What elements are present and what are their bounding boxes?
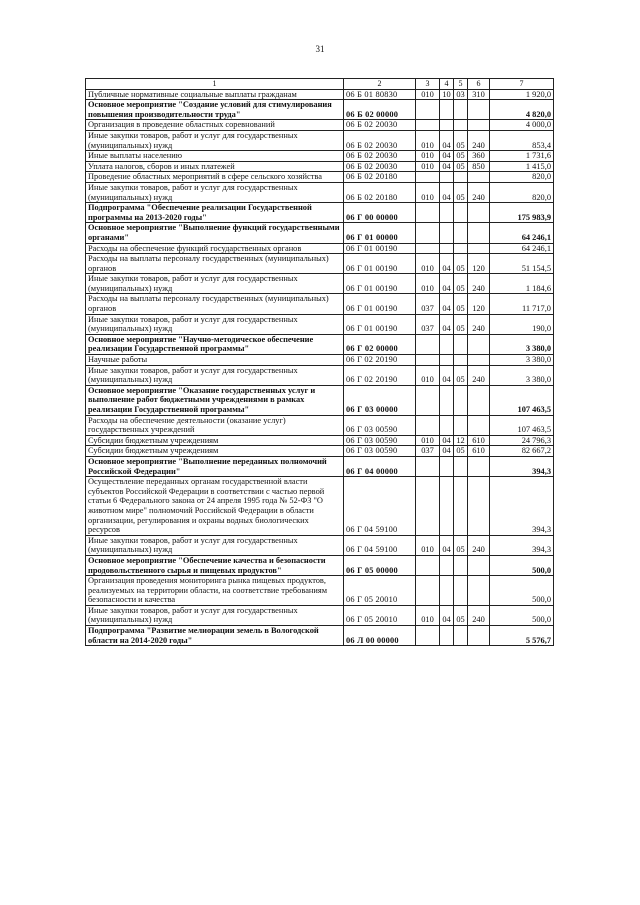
header-cell: 7	[490, 79, 554, 90]
table-row	[86, 456, 554, 476]
row-amount: 1 415,0	[490, 161, 554, 172]
row-subsection	[454, 385, 468, 415]
row-expense-type: 240	[468, 605, 490, 625]
table-row	[86, 161, 554, 172]
table-row	[86, 151, 554, 162]
row-subsection: 12	[454, 435, 468, 446]
table-row	[86, 274, 554, 294]
row-admin-code: 010	[416, 161, 440, 172]
row-expense-type: 120	[468, 294, 490, 314]
row-section: 04	[440, 161, 454, 172]
row-section: 04	[440, 535, 454, 555]
row-amount: 190,0	[490, 314, 554, 334]
row-name: Основное мероприятие "Научно-методическое обеспечение реализации Государственной программы"	[86, 334, 344, 354]
table-row	[86, 294, 554, 314]
table-row	[86, 314, 554, 334]
row-expense-type	[468, 334, 490, 354]
row-subsection: 05	[454, 605, 468, 625]
row-name: Иные закупки товаров, работ и услуг для государственных (муниципальных) нужд	[86, 605, 344, 625]
row-name: Иные закупки товаров, работ и услуг для государственных (муниципальных) нужд	[86, 535, 344, 555]
row-expense-type	[468, 203, 490, 223]
row-expense-type: 610	[468, 446, 490, 457]
row-name: Расходы на обеспечение деятельности (оказание услуг) государственных учреждений	[86, 415, 344, 435]
header-cell: 6	[468, 79, 490, 90]
row-admin-code: 010	[416, 535, 440, 555]
row-subsection: 05	[454, 130, 468, 150]
row-amount: 394,3	[490, 535, 554, 555]
row-name: Расходы на обеспечение функций государственных органов	[86, 243, 344, 254]
row-code: 06 Г 01 00190	[344, 314, 416, 334]
table-row	[86, 130, 554, 150]
row-admin-code: 037	[416, 314, 440, 334]
row-code: 06 Г 03 00590	[344, 415, 416, 435]
row-admin-code	[416, 100, 440, 120]
row-code: 06 Г 01 00000	[344, 223, 416, 243]
table-row	[86, 477, 554, 536]
row-section: 04	[440, 446, 454, 457]
row-subsection	[454, 415, 468, 435]
row-section: 04	[440, 130, 454, 150]
row-expense-type: 240	[468, 365, 490, 385]
row-admin-code	[416, 415, 440, 435]
row-admin-code: 010	[416, 130, 440, 150]
row-code: 06 Г 05 20010	[344, 605, 416, 625]
row-section	[440, 626, 454, 646]
row-expense-type	[468, 576, 490, 606]
row-subsection	[454, 555, 468, 575]
table-row	[86, 355, 554, 366]
row-code: 06 Л 00 00000	[344, 626, 416, 646]
row-admin-code	[416, 172, 440, 183]
row-amount: 51 154,5	[490, 254, 554, 274]
budget-table	[85, 78, 554, 646]
row-amount: 11 717,0	[490, 294, 554, 314]
header-cell: 2	[344, 79, 416, 90]
row-amount: 64 246,1	[490, 243, 554, 254]
row-subsection	[454, 626, 468, 646]
row-section: 04	[440, 435, 454, 446]
row-name: Иные закупки товаров, работ и услуг для государственных (муниципальных) нужд	[86, 365, 344, 385]
table-row	[86, 203, 554, 223]
row-amount: 107 463,5	[490, 385, 554, 415]
row-name: Осуществление переданных органам государственной власти субъектов Российской Федерации в соответствии с частью первой статьи 6 Федерального закона от 24 апреля 1995 года № 52-ФЗ "О животном мире" полномочий Российской Федерации в области организации, регулирования и охраны водных биологических ресурсов	[86, 477, 344, 536]
page-number: 31	[315, 44, 325, 54]
row-section	[440, 456, 454, 476]
row-admin-code: 010	[416, 89, 440, 100]
row-expense-type: 850	[468, 161, 490, 172]
row-name: Организация проведения мониторинга рынка пищевых продуктов, реализуемых на территории области, на соответствие требованиям безопасности и качества	[86, 576, 344, 606]
row-subsection	[454, 355, 468, 366]
header-row	[86, 79, 554, 90]
row-section: 04	[440, 294, 454, 314]
table-row	[86, 555, 554, 575]
row-amount: 3 380,0	[490, 365, 554, 385]
row-expense-type	[468, 477, 490, 536]
table-row	[86, 89, 554, 100]
row-admin-code	[416, 203, 440, 223]
row-code: 06 Б 02 20030	[344, 120, 416, 131]
header-cell: 5	[454, 79, 468, 90]
row-expense-type	[468, 223, 490, 243]
row-name: Расходы на выплаты персоналу государственных (муниципальных) органов	[86, 254, 344, 274]
row-subsection	[454, 203, 468, 223]
row-expense-type	[468, 355, 490, 366]
row-expense-type	[468, 626, 490, 646]
row-section: 04	[440, 274, 454, 294]
row-admin-code: 037	[416, 294, 440, 314]
row-code: 06 Б 02 20030	[344, 151, 416, 162]
header-cell: 4	[440, 79, 454, 90]
row-subsection: 05	[454, 161, 468, 172]
row-section	[440, 223, 454, 243]
row-admin-code	[416, 576, 440, 606]
row-subsection	[454, 100, 468, 120]
row-code: 06 Г 02 00000	[344, 334, 416, 354]
row-name: Иные выплаты населению	[86, 151, 344, 162]
table-row	[86, 100, 554, 120]
row-admin-code: 010	[416, 274, 440, 294]
row-code: 06 Б 02 00000	[344, 100, 416, 120]
row-amount: 107 463,5	[490, 415, 554, 435]
row-name: Подпрограмма "Развитие мелиорации земель в Вологодской области на 2014-2020 годы"	[86, 626, 344, 646]
row-subsection	[454, 576, 468, 606]
row-admin-code	[416, 477, 440, 536]
row-amount: 394,3	[490, 456, 554, 476]
row-name: Организация в проведение областных соревнований	[86, 120, 344, 131]
table-row	[86, 223, 554, 243]
row-amount: 500,0	[490, 576, 554, 606]
row-subsection	[454, 334, 468, 354]
row-admin-code	[416, 555, 440, 575]
table-row	[86, 254, 554, 274]
row-expense-type	[468, 172, 490, 183]
row-admin-code	[416, 385, 440, 415]
row-admin-code: 010	[416, 151, 440, 162]
row-amount: 1 731,6	[490, 151, 554, 162]
table-row	[86, 172, 554, 183]
row-subsection: 03	[454, 89, 468, 100]
row-code: 06 Г 01 00190	[344, 243, 416, 254]
row-name: Иные закупки товаров, работ и услуг для государственных (муниципальных) нужд	[86, 182, 344, 202]
row-section	[440, 385, 454, 415]
row-code: 06 Б 02 20030	[344, 161, 416, 172]
row-amount: 3 380,0	[490, 355, 554, 366]
row-name: Основное мероприятие "Создание условий для стимулирования повышения производительности труда"	[86, 100, 344, 120]
row-code: 06 Г 02 20190	[344, 355, 416, 366]
row-subsection	[454, 120, 468, 131]
row-amount: 500,0	[490, 555, 554, 575]
row-subsection: 05	[454, 294, 468, 314]
row-name: Основное мероприятие "Обеспечение качества и безопасности продовольственного сырья и пищевых продуктов"	[86, 555, 344, 575]
row-expense-type: 240	[468, 130, 490, 150]
row-name: Подпрограмма "Обеспечение реализации Государственной программы на 2013-2020 годы"	[86, 203, 344, 223]
row-section	[440, 355, 454, 366]
row-expense-type	[468, 385, 490, 415]
row-subsection: 05	[454, 274, 468, 294]
row-code: 06 Г 03 00590	[344, 435, 416, 446]
row-expense-type: 120	[468, 254, 490, 274]
table-row	[86, 415, 554, 435]
row-name: Основное мероприятие "Выполнение функций государственными органами"	[86, 223, 344, 243]
row-code: 06 Б 02 20180	[344, 172, 416, 183]
row-expense-type	[468, 100, 490, 120]
row-code: 06 Б 02 20180	[344, 182, 416, 202]
row-code: 06 Г 04 00000	[344, 456, 416, 476]
table-row	[86, 243, 554, 254]
row-subsection: 05	[454, 182, 468, 202]
table-row	[86, 385, 554, 415]
row-code: 06 Г 05 20010	[344, 576, 416, 606]
row-expense-type	[468, 456, 490, 476]
row-section	[440, 120, 454, 131]
row-admin-code: 010	[416, 365, 440, 385]
row-expense-type	[468, 243, 490, 254]
table-row	[86, 446, 554, 457]
row-name: Уплата налогов, сборов и иных платежей	[86, 161, 344, 172]
row-admin-code	[416, 355, 440, 366]
row-code: 06 Б 01 80830	[344, 89, 416, 100]
row-code: 06 Г 01 00190	[344, 254, 416, 274]
row-code: 06 Г 04 59100	[344, 535, 416, 555]
row-amount: 853,4	[490, 130, 554, 150]
row-admin-code	[416, 456, 440, 476]
row-name: Основное мероприятие "Оказание государственных услуг и выполнение работ бюджетными учреждениями в рамках реализации Государственной программы"	[86, 385, 344, 415]
row-amount: 5 576,7	[490, 626, 554, 646]
row-expense-type: 240	[468, 314, 490, 334]
header-cell: 1	[86, 79, 344, 90]
row-code: 06 Г 03 00590	[344, 446, 416, 457]
row-admin-code	[416, 334, 440, 354]
row-amount: 3 380,0	[490, 334, 554, 354]
row-admin-code	[416, 223, 440, 243]
row-subsection: 05	[454, 314, 468, 334]
row-name: Научные работы	[86, 355, 344, 366]
row-amount: 1 184,6	[490, 274, 554, 294]
row-amount: 820,0	[490, 172, 554, 183]
row-expense-type: 360	[468, 151, 490, 162]
row-code: 06 Г 05 00000	[344, 555, 416, 575]
row-amount: 4 000,0	[490, 120, 554, 131]
row-name: Субсидии бюджетным учреждениям	[86, 446, 344, 457]
row-section: 04	[440, 182, 454, 202]
header-cell: 3	[416, 79, 440, 90]
row-expense-type	[468, 120, 490, 131]
row-expense-type: 310	[468, 89, 490, 100]
row-amount: 820,0	[490, 182, 554, 202]
row-section	[440, 243, 454, 254]
table-row	[86, 120, 554, 131]
row-code: 06 Г 04 59100	[344, 477, 416, 536]
row-section	[440, 334, 454, 354]
row-code: 06 Г 00 00000	[344, 203, 416, 223]
row-code: 06 Г 01 00190	[344, 294, 416, 314]
row-section	[440, 415, 454, 435]
row-section: 04	[440, 151, 454, 162]
row-admin-code: 010	[416, 605, 440, 625]
table-row	[86, 605, 554, 625]
row-name: Расходы на выплаты персоналу государственных (муниципальных) органов	[86, 294, 344, 314]
row-name: Субсидии бюджетным учреждениям	[86, 435, 344, 446]
table-row	[86, 535, 554, 555]
row-name: Иные закупки товаров, работ и услуг для государственных (муниципальных) нужд	[86, 274, 344, 294]
row-name: Иные закупки товаров, работ и услуг для государственных (муниципальных) нужд	[86, 130, 344, 150]
row-expense-type: 610	[468, 435, 490, 446]
row-expense-type	[468, 555, 490, 575]
table-row	[86, 334, 554, 354]
row-subsection	[454, 172, 468, 183]
row-amount: 24 796,3	[490, 435, 554, 446]
row-admin-code	[416, 120, 440, 131]
row-admin-code: 037	[416, 446, 440, 457]
row-section: 10	[440, 89, 454, 100]
row-amount: 64 246,1	[490, 223, 554, 243]
row-amount: 175 983,9	[490, 203, 554, 223]
row-code: 06 Б 02 20030	[344, 130, 416, 150]
row-section	[440, 203, 454, 223]
table-row	[86, 576, 554, 606]
row-subsection: 05	[454, 535, 468, 555]
row-section	[440, 576, 454, 606]
row-section: 04	[440, 605, 454, 625]
row-expense-type	[468, 415, 490, 435]
row-admin-code: 010	[416, 435, 440, 446]
row-amount: 4 820,0	[490, 100, 554, 120]
row-amount: 394,3	[490, 477, 554, 536]
row-name: Публичные нормативные социальные выплаты гражданам	[86, 89, 344, 100]
row-subsection	[454, 477, 468, 536]
table-row	[86, 435, 554, 446]
row-subsection	[454, 456, 468, 476]
row-expense-type: 240	[468, 535, 490, 555]
row-name: Проведение областных мероприятий в сфере сельского хозяйства	[86, 172, 344, 183]
row-section: 04	[440, 365, 454, 385]
row-subsection: 05	[454, 254, 468, 274]
row-code: 06 Г 03 00000	[344, 385, 416, 415]
row-subsection: 05	[454, 151, 468, 162]
row-amount: 82 667,2	[490, 446, 554, 457]
row-subsection: 05	[454, 365, 468, 385]
table-row	[86, 365, 554, 385]
row-code: 06 Г 01 00190	[344, 274, 416, 294]
row-section: 04	[440, 314, 454, 334]
row-section	[440, 100, 454, 120]
row-subsection	[454, 223, 468, 243]
table-row	[86, 182, 554, 202]
row-admin-code	[416, 243, 440, 254]
row-subsection	[454, 243, 468, 254]
row-code: 06 Г 02 20190	[344, 365, 416, 385]
row-section	[440, 172, 454, 183]
row-section: 04	[440, 254, 454, 274]
row-admin-code: 010	[416, 182, 440, 202]
row-name: Иные закупки товаров, работ и услуг для государственных (муниципальных) нужд	[86, 314, 344, 334]
row-admin-code	[416, 626, 440, 646]
row-section	[440, 477, 454, 536]
row-name: Основное мероприятие "Выполнение переданных полномочий Российской Федерации"	[86, 456, 344, 476]
row-section	[440, 555, 454, 575]
row-expense-type: 240	[468, 182, 490, 202]
row-subsection: 05	[454, 446, 468, 457]
row-amount: 1 920,0	[490, 89, 554, 100]
row-admin-code: 010	[416, 254, 440, 274]
row-amount: 500,0	[490, 605, 554, 625]
row-expense-type: 240	[468, 274, 490, 294]
table-row	[86, 626, 554, 646]
